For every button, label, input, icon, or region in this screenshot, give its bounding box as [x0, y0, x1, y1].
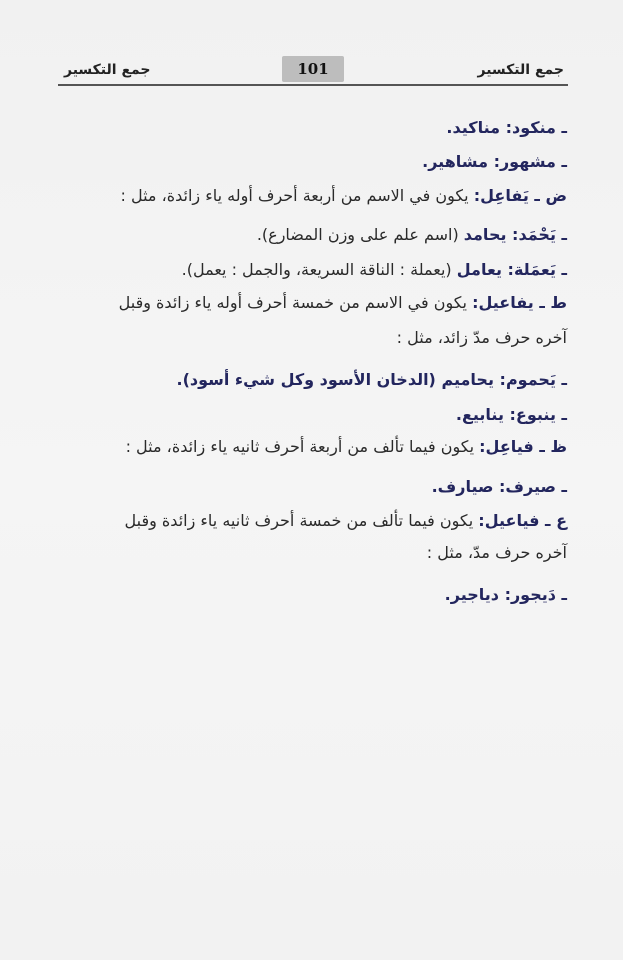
example-line: [422, 151, 567, 173]
pattern-rule-line: [119, 292, 567, 314]
header-divider: [58, 84, 568, 86]
example-term: ـ يَحْمَد: يحامد: [463, 225, 567, 244]
example-note: (يعملة : الناقة السريعة، والجمل : يعمل).: [181, 260, 457, 279]
pattern-rule-line: [126, 436, 567, 458]
running-title-right: جمع التكسير: [477, 62, 564, 78]
page-number: 101: [282, 56, 344, 82]
pattern-heading: ط ـ يفاعيل:: [472, 293, 567, 312]
pattern-description: يكون في الاسم من خمسة أحرف أوله ياء زائدة وقبل: [118, 293, 473, 312]
example-line: [446, 117, 567, 139]
continuation-line: [397, 327, 567, 349]
pattern-rule-line: [120, 185, 567, 207]
running-title-left: جمع التكسير: [64, 62, 151, 78]
pattern-description-continued: آخره حرف مدّ، مثل :: [426, 543, 567, 562]
example-term: ـ مشهور: مشاهير.: [422, 152, 567, 171]
example-line: [445, 584, 567, 606]
continuation-line: [427, 542, 567, 564]
example-line: [432, 476, 567, 498]
example-term: ـ يَحموم: يحاميم (الدخان الأسود وكل شيء أسود).: [176, 370, 567, 389]
example-line: [176, 369, 567, 391]
example-line: [257, 224, 567, 246]
example-term: ـ يَعمَلة: يعامل: [456, 260, 567, 279]
pattern-description: يكون في الاسم من أربعة أحرف أوله ياء زائدة، مثل :: [120, 186, 474, 205]
pattern-description: يكون فيما تألف من أربعة أحرف ثانيه ياء زائدة، مثل :: [125, 437, 480, 456]
example-term: ـ صيرف: صيارف.: [431, 477, 567, 496]
example-line: [182, 259, 567, 281]
pattern-heading: ظ ـ فياعِل:: [479, 437, 567, 456]
example-note: (اسم علم على وزن المضارع).: [256, 225, 464, 244]
pattern-description: يكون فيما تألف من خمسة أحرف ثانيه ياء زائدة وقبل: [124, 511, 479, 530]
example-line: [456, 404, 567, 426]
pattern-heading: ض ـ يَفاعِل:: [473, 186, 567, 205]
example-term: ـ ينبوع: ينابيع.: [455, 405, 567, 424]
example-term: ـ منكود: مناكيد.: [446, 118, 567, 137]
example-term: ـ دَيجور: دياجير.: [444, 585, 567, 604]
pattern-heading: ع ـ فياعيل:: [478, 511, 567, 530]
pattern-description-continued: آخره حرف مدّ زائد، مثل :: [396, 328, 567, 347]
pattern-rule-line: [125, 510, 568, 532]
